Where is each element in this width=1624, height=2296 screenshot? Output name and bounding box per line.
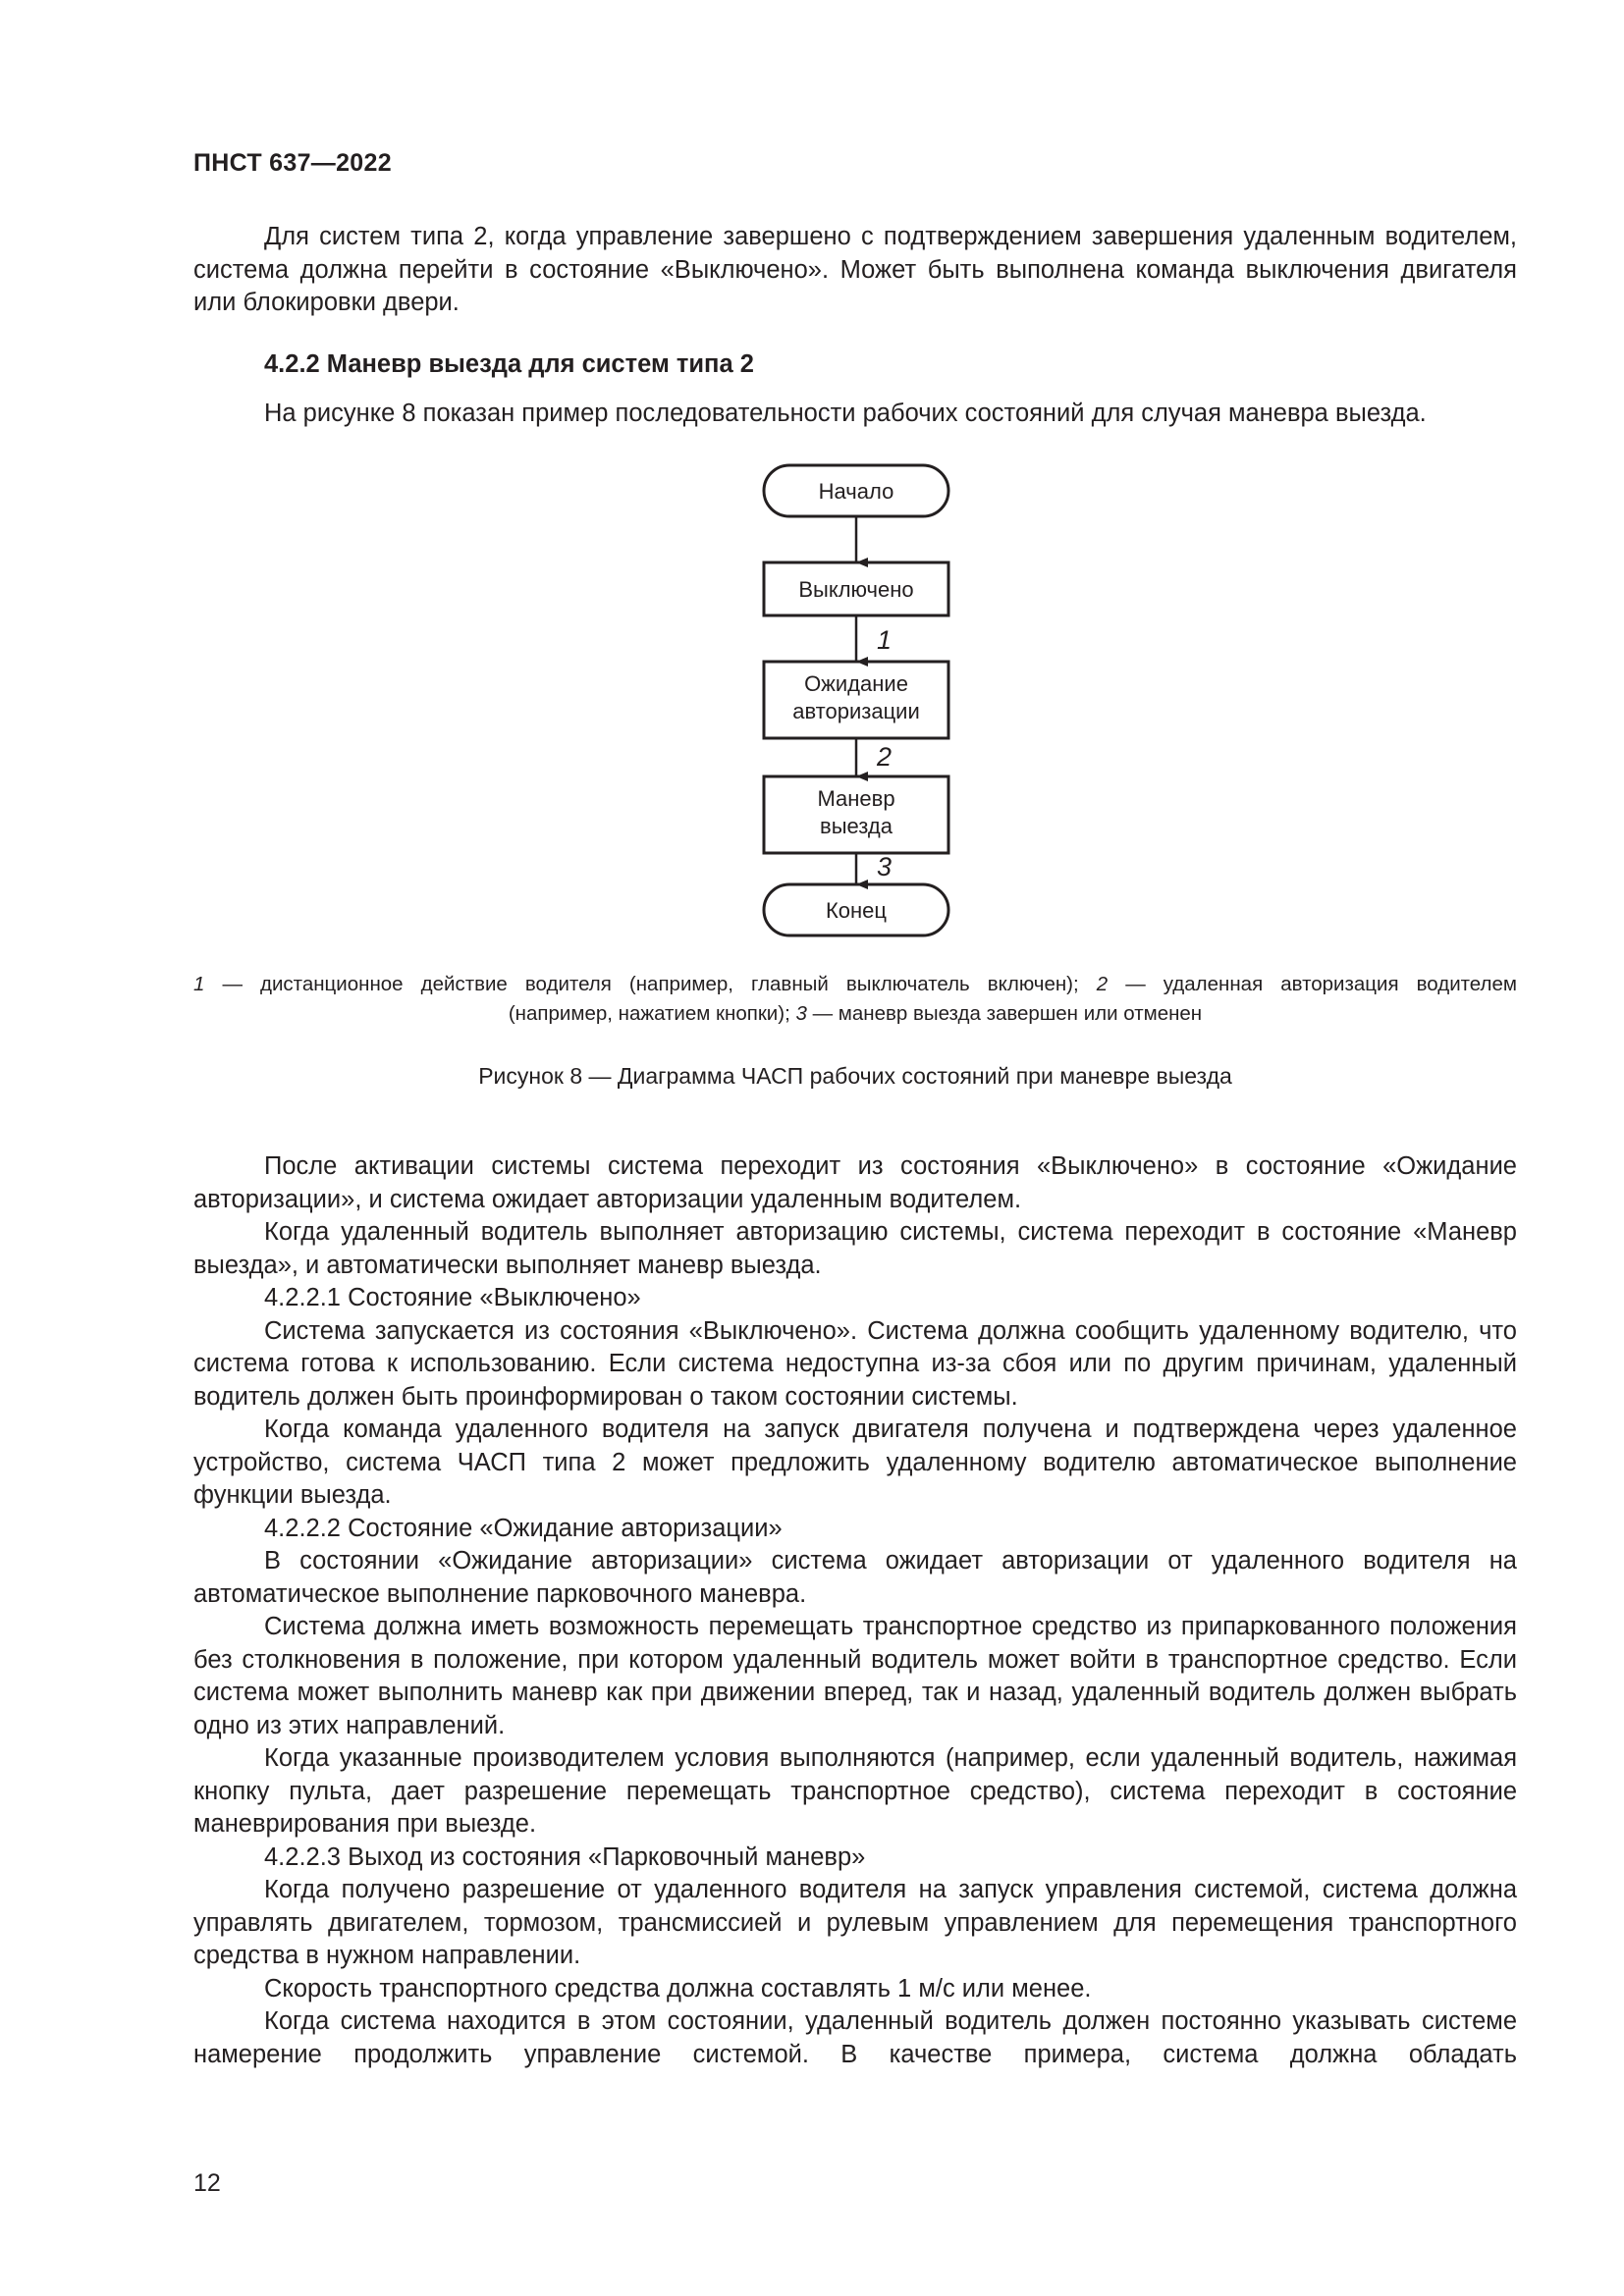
intro-section bbox=[193, 221, 1517, 320]
body-paragraph-3: Система запускается из состояния «Выключено». Система должна сообщить удаленному водителю, что система готова к использованию. Если система недоступна из-за сбоя или по другим причинам, удаленный водитель должен быть проинформирован о таком состоянии системы. bbox=[193, 1316, 1517, 1411]
section-heading: 4.2.2 Маневр выезда для систем типа 2 bbox=[264, 350, 754, 378]
maneuver-state-label-line1: Маневр bbox=[817, 786, 895, 811]
subsection-heading-4-2-2-3: 4.2.2.3 Выход из состояния «Парковочный маневр» bbox=[264, 1842, 866, 1871]
auth-state-label-line1: Ожидание bbox=[804, 671, 908, 696]
auth-state-label-line2: авторизации bbox=[792, 699, 920, 723]
maneuver-state-label-line2: выезда bbox=[820, 814, 893, 838]
start-node-label: Начало bbox=[818, 479, 894, 504]
legend-text-2b: (например, нажатием кнопки); bbox=[508, 1002, 796, 1025]
legend-number-3: 3 bbox=[795, 1002, 807, 1025]
document-header: ПНСТ 637—2022 bbox=[193, 149, 392, 177]
figure-caption: Рисунок 8 — Диаграмма ЧАСП рабочих состояний при маневре выезда bbox=[478, 1063, 1232, 1089]
figure-intro-block bbox=[193, 398, 1517, 431]
body-paragraph-6: Система должна иметь возможность перемещать транспортное средство из припаркованного положения без столкновения в положение, при котором удаленный водитель может войти в транспортное средство. Если система может выполнить маневр как при движении вперед, так и назад, удаленный водитель должен выбрать одно из этих направлений. bbox=[193, 1613, 1517, 1739]
legend-number-2: 2 bbox=[1096, 973, 1109, 995]
transition-1-label: 1 bbox=[877, 625, 893, 655]
legend-line-1 bbox=[193, 970, 1517, 999]
subsection-heading-4-2-2-1: 4.2.2.1 Состояние «Выключено» bbox=[264, 1284, 641, 1311]
transition-3-label: 3 bbox=[877, 852, 893, 881]
main-body bbox=[193, 1150, 1517, 2071]
body-paragraph-7: Когда указанные производителем условия выполняются (например, если удаленный водитель, нажимая кнопку пульта, дает разрешение перемещать транспортное средство), система переходит в состояние маневрирования при выезде. bbox=[193, 1744, 1517, 1838]
page-number: 12 bbox=[193, 2169, 221, 2197]
figure-legend bbox=[193, 970, 1517, 1029]
subsection-heading-4-2-2-2: 4.2.2.2 Состояние «Ожидание авторизации» bbox=[264, 1514, 783, 1542]
body-paragraph-5: В состоянии «Ожидание авторизации» система ожидает авторизации от удаленного водителя на автоматическое выполнение парковочного маневра. bbox=[193, 1547, 1517, 1608]
legend-text-2: — удаленная авторизация водителем bbox=[1108, 973, 1517, 995]
state-diagram bbox=[727, 452, 1001, 952]
body-paragraph-2: Когда удаленный водитель выполняет авторизацию системы, система переходит в состояние «Маневр выезда», и автоматически выполняет маневр выезда. bbox=[193, 1218, 1517, 1279]
legend-line-2 bbox=[193, 999, 1517, 1029]
legend-text-3: — маневр выезда завершен или отменен bbox=[806, 1002, 1203, 1025]
body-paragraph-10: Когда система находится в этом состоянии, удаленный водитель должен постоянно указывать системе намерение продолжить управление системой. В качестве примера, система должна обладать bbox=[193, 2007, 1517, 2068]
body-paragraph-1: После активации системы система переходит из состояния «Выключено» в состояние «Ожидание авторизации», и система ожидает авторизации удаленным водителем. bbox=[193, 1152, 1517, 1213]
legend-text-1: — дистанционное действие водителя (например, главный выключатель включен); bbox=[204, 973, 1097, 995]
legend-number-1: 1 bbox=[193, 973, 205, 995]
transition-2-label: 2 bbox=[877, 742, 893, 772]
off-state-label: Выключено bbox=[798, 577, 914, 602]
intro-paragraph: Для систем типа 2, когда управление завершено с подтверждением завершения удаленным водителем, система должна перейти в состояние «Выключено». Может быть выполнена команда выключения двигателя или блокировки двери. bbox=[193, 223, 1517, 316]
body-paragraph-9: Скорость транспортного средства должна составлять 1 м/с или менее. bbox=[264, 1974, 1092, 2002]
section-heading-block bbox=[193, 348, 1517, 382]
body-paragraph-4: Когда команда удаленного водителя на запуск двигателя получена и подтверждена через удаленное устройство, система ЧАСП типа 2 может предложить удаленному водителю автоматическое выполнение функции выезда. bbox=[193, 1415, 1517, 1509]
body-paragraph-8: Когда получено разрешение от удаленного водителя на запуск управления системой, система должна управлять двигателем, тормозом, трансмиссией и рулевым управлением для перемещения транспортного средства в нужном направлении. bbox=[193, 1876, 1517, 1969]
end-node-label: Конец bbox=[825, 898, 888, 923]
figure-intro: На рисунке 8 показан пример последовательности рабочих состояний для случая маневра выезда. bbox=[264, 400, 1427, 427]
